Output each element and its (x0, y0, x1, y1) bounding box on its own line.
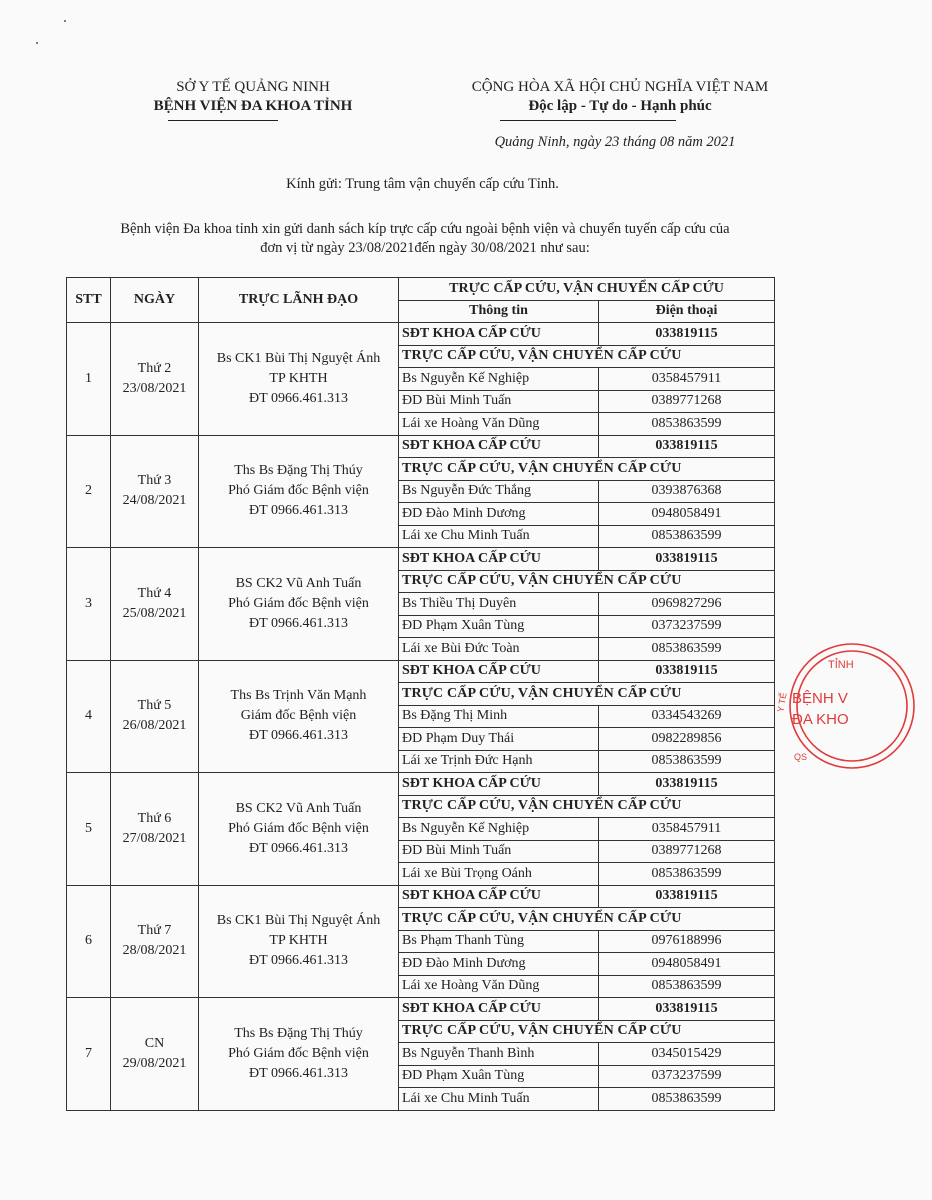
row-stt: 5 (67, 773, 111, 886)
hotline-label: SĐT KHOA CẤP CỨU (399, 548, 599, 571)
emergency-subheader: TRỰC CẤP CỨU, VẬN CHUYỂN CẤP CỨU (399, 795, 775, 818)
row-date: 24/08/2021 (122, 493, 187, 509)
hotline-label: SĐT KHOA CẤP CỨU (399, 323, 599, 346)
row-weekday: CN (144, 1035, 165, 1051)
staff-name: Lái xe Hoàng Văn Dũng (399, 413, 599, 436)
row-leader (199, 548, 399, 661)
leader-phone: ĐT 0966.461.313 (249, 390, 348, 406)
table-row (67, 885, 775, 908)
staff-name: ĐD Phạm Duy Thái (399, 728, 599, 751)
staff-phone: 0969827296 (599, 593, 775, 616)
staff-name: ĐD Phạm Xuân Tùng (399, 1065, 599, 1088)
staff-phone: 0853863599 (599, 975, 775, 998)
leader-name: BS CK2 Vũ Anh Tuấn (235, 800, 362, 816)
staff-phone: 0334543269 (599, 705, 775, 728)
header-stt: STT (67, 278, 111, 323)
staff-name: Lái xe Bùi Trọng Oánh (399, 863, 599, 886)
row-weekday: Thứ 7 (137, 923, 172, 939)
staff-name: Bs Nguyễn Đức Thắng (399, 480, 599, 503)
country-name: CỘNG HÒA XÃ HỘI CHỦ NGHĨA VIỆT NAM (471, 79, 769, 95)
leader-phone: ĐT 0966.461.313 (249, 840, 348, 856)
issuer-block (108, 78, 398, 116)
intro-line: đơn vị từ ngày 23/08/2021đến ngày 30/08/2021 như sau: (260, 240, 590, 256)
row-leader (199, 323, 399, 436)
intro-line: Bệnh viện Đa khoa tỉnh xin gửi danh sách kíp trực cấp cứu ngoài bệnh viện và chuyển tuyến cấp cứu của (120, 221, 730, 237)
staff-phone: 0389771268 (599, 390, 775, 413)
row-weekday: Thứ 6 (137, 810, 172, 826)
staff-phone: 0853863599 (599, 863, 775, 886)
staff-name: ĐD Bùi Minh Tuấn (399, 390, 599, 413)
table-row (67, 548, 775, 571)
row-day (111, 435, 199, 548)
staff-name: Bs Nguyễn Kế Nghiệp (399, 368, 599, 391)
leader-title: Phó Giám đốc Bệnh viện (228, 483, 369, 499)
stamp-text-left: Y TẾ (775, 691, 789, 713)
row-day (111, 660, 199, 773)
header-info: Thông tin (399, 300, 599, 323)
leader-name: Bs CK1 Bùi Thị Nguyệt Ánh (216, 350, 381, 366)
staff-name: Bs Nguyễn Thanh Bình (399, 1043, 599, 1066)
issuer-hospital: BỆNH VIỆN ĐA KHOA TỈNH (153, 98, 353, 114)
table-row (67, 998, 775, 1021)
header-leader: TRỰC LÃNH ĐẠO (199, 278, 399, 323)
scan-speck (64, 20, 66, 22)
header-phone: Điện thoại (599, 300, 775, 323)
hotline-number: 033819115 (599, 773, 775, 796)
staff-phone: 0358457911 (599, 368, 775, 391)
staff-phone: 0853863599 (599, 1088, 775, 1111)
schedule-body (67, 323, 775, 1111)
leader-name: Bs CK1 Bùi Thị Nguyệt Ánh (216, 913, 381, 929)
row-leader (199, 660, 399, 773)
motto-underline (500, 120, 676, 121)
row-leader (199, 435, 399, 548)
duty-schedule-table (66, 277, 775, 1111)
scan-speck (36, 42, 38, 44)
hotline-label: SĐT KHOA CẤP CỨU (399, 885, 599, 908)
table-row (67, 660, 775, 683)
staff-phone: 0373237599 (599, 1065, 775, 1088)
leader-phone: ĐT 0966.461.313 (249, 728, 348, 744)
issuer-underline (168, 120, 278, 121)
hotline-number: 033819115 (599, 885, 775, 908)
staff-phone: 0853863599 (599, 750, 775, 773)
hospital-seal-stamp (772, 640, 932, 770)
row-leader (199, 773, 399, 886)
national-motto-block (410, 78, 830, 116)
hotline-number: 033819115 (599, 435, 775, 458)
leader-phone: ĐT 0966.461.313 (249, 953, 348, 969)
hotline-number: 033819115 (599, 548, 775, 571)
row-stt: 3 (67, 548, 111, 661)
hotline-number: 033819115 (599, 998, 775, 1021)
hotline-label: SĐT KHOA CẤP CỨU (399, 660, 599, 683)
leader-phone: ĐT 0966.461.313 (249, 615, 348, 631)
hotline-number: 033819115 (599, 323, 775, 346)
staff-name: ĐD Phạm Xuân Tùng (399, 615, 599, 638)
leader-phone: ĐT 0966.461.313 (249, 503, 348, 519)
motto: Độc lập - Tự do - Hạnh phúc (528, 98, 712, 114)
staff-name: Lái xe Trịnh Đức Hạnh (399, 750, 599, 773)
leader-name: BS CK2 Vũ Anh Tuấn (235, 575, 362, 591)
leader-name: Ths Bs Đặng Thị Thúy (234, 463, 363, 479)
hotline-label: SĐT KHOA CẤP CỨU (399, 435, 599, 458)
emergency-subheader: TRỰC CẤP CỨU, VẬN CHUYỂN CẤP CỨU (399, 683, 775, 706)
leader-name: Ths Bs Đặng Thị Thúy (234, 1025, 363, 1041)
staff-phone: 0853863599 (599, 413, 775, 436)
leader-title: Phó Giám đốc Bệnh viện (228, 595, 369, 611)
staff-name: Bs Đặng Thị Minh (399, 705, 599, 728)
row-weekday: Thứ 3 (137, 473, 172, 489)
leader-name: Ths Bs Trịnh Văn Mạnh (230, 688, 367, 704)
staff-phone: 0982289856 (599, 728, 775, 751)
emergency-subheader: TRỰC CẤP CỨU, VẬN CHUYỂN CẤP CỨU (399, 458, 775, 481)
row-stt: 4 (67, 660, 111, 773)
row-date: 27/08/2021 (122, 830, 187, 846)
row-leader (199, 885, 399, 998)
staff-name: Lái xe Bùi Đức Toàn (399, 638, 599, 661)
staff-phone: 0358457911 (599, 818, 775, 841)
table-row (67, 435, 775, 458)
header-emergency-group: TRỰC CẤP CỨU, VẬN CHUYỂN CẤP CỨU (399, 278, 775, 301)
row-stt: 1 (67, 323, 111, 436)
staff-name: Bs Nguyễn Kế Nghiệp (399, 818, 599, 841)
hotline-label: SĐT KHOA CẤP CỨU (399, 773, 599, 796)
leader-phone: ĐT 0966.461.313 (249, 1065, 348, 1081)
row-stt: 6 (67, 885, 111, 998)
emergency-subheader: TRỰC CẤP CỨU, VẬN CHUYỂN CẤP CỨU (399, 345, 775, 368)
hotline-number: 033819115 (599, 660, 775, 683)
emergency-subheader: TRỰC CẤP CỨU, VẬN CHUYỂN CẤP CỨU (399, 570, 775, 593)
staff-phone: 0976188996 (599, 930, 775, 953)
row-date: 29/08/2021 (122, 1055, 187, 1071)
staff-name: ĐD Đào Minh Dương (399, 953, 599, 976)
row-date: 28/08/2021 (122, 943, 187, 959)
staff-name: Bs Phạm Thanh Tùng (399, 930, 599, 953)
row-weekday: Thứ 4 (137, 585, 172, 601)
staff-phone: 0393876368 (599, 480, 775, 503)
staff-phone: 0345015429 (599, 1043, 775, 1066)
row-stt: 7 (67, 998, 111, 1111)
staff-phone: 0853863599 (599, 638, 775, 661)
row-day (111, 885, 199, 998)
leader-title: Phó Giám đốc Bệnh viện (228, 1045, 369, 1061)
row-date: 23/08/2021 (122, 380, 187, 396)
row-stt: 2 (67, 435, 111, 548)
leader-title: Giám đốc Bệnh viện (240, 708, 357, 724)
emergency-subheader: TRỰC CẤP CỨU, VẬN CHUYỂN CẤP CỨU (399, 1020, 775, 1043)
row-day (111, 773, 199, 886)
header-day: NGÀY (111, 278, 199, 323)
staff-name: Lái xe Chu Minh Tuấn (399, 1088, 599, 1111)
staff-phone: 0389771268 (599, 840, 775, 863)
staff-phone: 0948058491 (599, 953, 775, 976)
recipient-line: Kính gửi: Trung tâm vận chuyển cấp cứu Tỉnh. (286, 176, 559, 192)
table-row (67, 773, 775, 796)
staff-name: ĐD Bùi Minh Tuấn (399, 840, 599, 863)
leader-title: TP KHTH (269, 933, 328, 949)
row-date: 25/08/2021 (122, 605, 187, 621)
staff-phone: 0853863599 (599, 525, 775, 548)
row-day (111, 323, 199, 436)
stamp-text-line2: ĐA KHO (792, 711, 849, 728)
staff-phone: 0373237599 (599, 615, 775, 638)
row-leader (199, 998, 399, 1111)
intro-paragraph (80, 220, 770, 258)
leader-title: TP KHTH (269, 370, 328, 386)
row-weekday: Thứ 5 (137, 698, 172, 714)
emergency-subheader: TRỰC CẤP CỨU, VẬN CHUYỂN CẤP CỨU (399, 908, 775, 931)
stamp-text-top: TỈNH (828, 659, 854, 671)
leader-title: Phó Giám đốc Bệnh viện (228, 820, 369, 836)
staff-name: Lái xe Hoàng Văn Dũng (399, 975, 599, 998)
row-day (111, 998, 199, 1111)
staff-name: Bs Thiều Thị Duyên (399, 593, 599, 616)
row-day (111, 548, 199, 661)
document-date: Quảng Ninh, ngày 23 tháng 08 năm 2021 (494, 134, 736, 150)
staff-name: ĐD Đào Minh Dương (399, 503, 599, 526)
table-row (67, 323, 775, 346)
staff-name: Lái xe Chu Minh Tuấn (399, 525, 599, 548)
issuer-department: SỞ Y TẾ QUẢNG NINH (176, 79, 330, 95)
row-date: 26/08/2021 (122, 718, 187, 734)
row-weekday: Thứ 2 (137, 360, 172, 376)
stamp-text-line1: BỆNH V (792, 690, 848, 707)
hotline-label: SĐT KHOA CẤP CỨU (399, 998, 599, 1021)
stamp-text-bottom: QS (794, 752, 808, 762)
staff-phone: 0948058491 (599, 503, 775, 526)
